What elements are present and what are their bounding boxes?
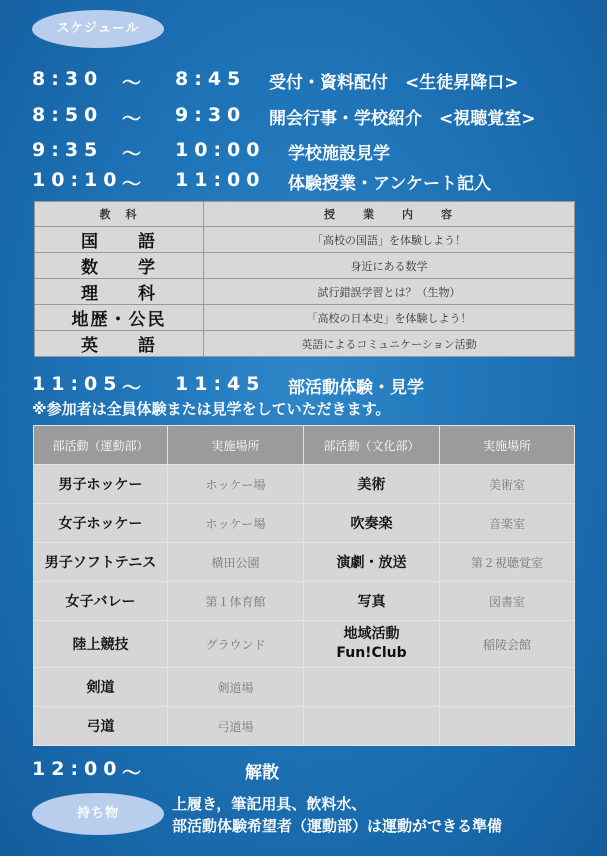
end-time: 9:30 [175,104,247,126]
items-line: 上履き，筆記用具、飲料水、 [172,795,367,813]
culture-club: 地域活動 Fun!Club [304,621,440,668]
table-row [34,582,575,621]
header-cell: 実施場所 [168,426,304,465]
header-cell: 教 科 [35,202,204,227]
culture-club: 写真 [304,582,440,621]
culture-club [304,668,440,707]
schedule-label: スケジュール [32,10,164,48]
sports-club: 弓道 [34,707,168,746]
club-place [440,668,575,707]
header-cell: 授 業 内 容 [204,202,575,227]
club-place: 剣道場 [168,668,304,707]
club-place: 弓道場 [168,707,304,746]
sports-club: 女子ホッケー [34,504,168,543]
club-place: グラウンド [168,621,304,668]
clubs-table [33,425,575,746]
table-row [35,227,575,253]
end-time: 11:45 [175,373,266,395]
items-label: 持ち物 [32,793,164,835]
start-time: 8:50 [32,104,104,126]
event-text: 学校施設見学 [288,144,390,164]
start-time: 8:30 [32,68,104,90]
sports-club: 陸上競技 [34,621,168,668]
subject-content: 試行錯誤学習とは？（生物） [204,279,575,305]
event-text: 部活動体験・見学 [288,378,424,398]
sports-club: 女子バレー [34,582,168,621]
table-header-row [34,426,575,465]
subjects-table [34,201,575,357]
sports-club: 剣道 [34,668,168,707]
sports-club: 男子ソフトテニス [34,543,168,582]
table-row [35,331,575,357]
subject-content: 英語によるコミュニケーション活動 [204,331,575,357]
subject-content: 「高校の日本史」を体験しよう！ [204,305,575,331]
end-time: 11:00 [175,169,266,191]
table-row [34,707,575,746]
club-place: ホッケー場 [168,465,304,504]
table-header-row [35,202,575,227]
subject-name: 地歴・公民 [35,305,204,331]
culture-club: 演劇・放送 [304,543,440,582]
club-place: 音楽室 [440,504,575,543]
subject-name: 国 語 [35,227,204,253]
start-time: 10:10 [32,169,123,191]
subject-content: 「高校の国語」を体験しよう！ [204,227,575,253]
time-tilde: ～ [122,143,142,165]
subject-name: 英 語 [35,331,204,357]
club-place: ホッケー場 [168,504,304,543]
start-time: 12:00 [32,758,123,780]
club-place: 美術室 [440,465,575,504]
start-time: 11:05 [32,373,123,395]
subject-name: 数 学 [35,253,204,279]
table-row [35,279,575,305]
table-row [34,621,575,668]
table-row [34,504,575,543]
subject-name: 理 科 [35,279,204,305]
culture-club: 美術 [304,465,440,504]
header-cell: 実施場所 [440,426,575,465]
items-line: 部活動体験希望者（運動部）は運動ができる準備 [172,817,503,835]
end-time: 8:45 [175,68,247,90]
event-text: 体験授業・アンケート記入 [288,174,491,194]
table-row [35,253,575,279]
club-place [440,707,575,746]
table-row [34,465,575,504]
event-text: 受付・資料配付 <生徒昇降口> [269,73,519,93]
subject-content: 身近にある数学 [204,253,575,279]
end-time: 10:00 [175,139,266,161]
start-time: 9:35 [32,139,104,161]
table-row [34,668,575,707]
time-tilde: ～ [122,377,142,399]
club-place: 第２視聴覚室 [440,543,575,582]
time-tilde: ～ [122,173,142,195]
header-cell: 部活動（運動部） [34,426,168,465]
table-row [35,305,575,331]
header-cell: 部活動（文化部） [304,426,440,465]
club-place: 第１体育館 [168,582,304,621]
club-place: 横田公園 [168,543,304,582]
table-row [34,543,575,582]
time-tilde: ～ [122,762,142,784]
sports-club: 男子ホッケー [34,465,168,504]
culture-club [304,707,440,746]
event-text: 開会行事・学校紹介 <視聴覚室> [269,109,536,129]
club-note: ※参加者は全員体験または見学をしていただきます。 [32,400,391,418]
culture-club: 吹奏楽 [304,504,440,543]
club-place: 稲陵会館 [440,621,575,668]
time-tilde: ～ [122,72,142,94]
event-text: 解散 [245,763,279,783]
time-tilde: ～ [122,108,142,130]
club-place: 図書室 [440,582,575,621]
